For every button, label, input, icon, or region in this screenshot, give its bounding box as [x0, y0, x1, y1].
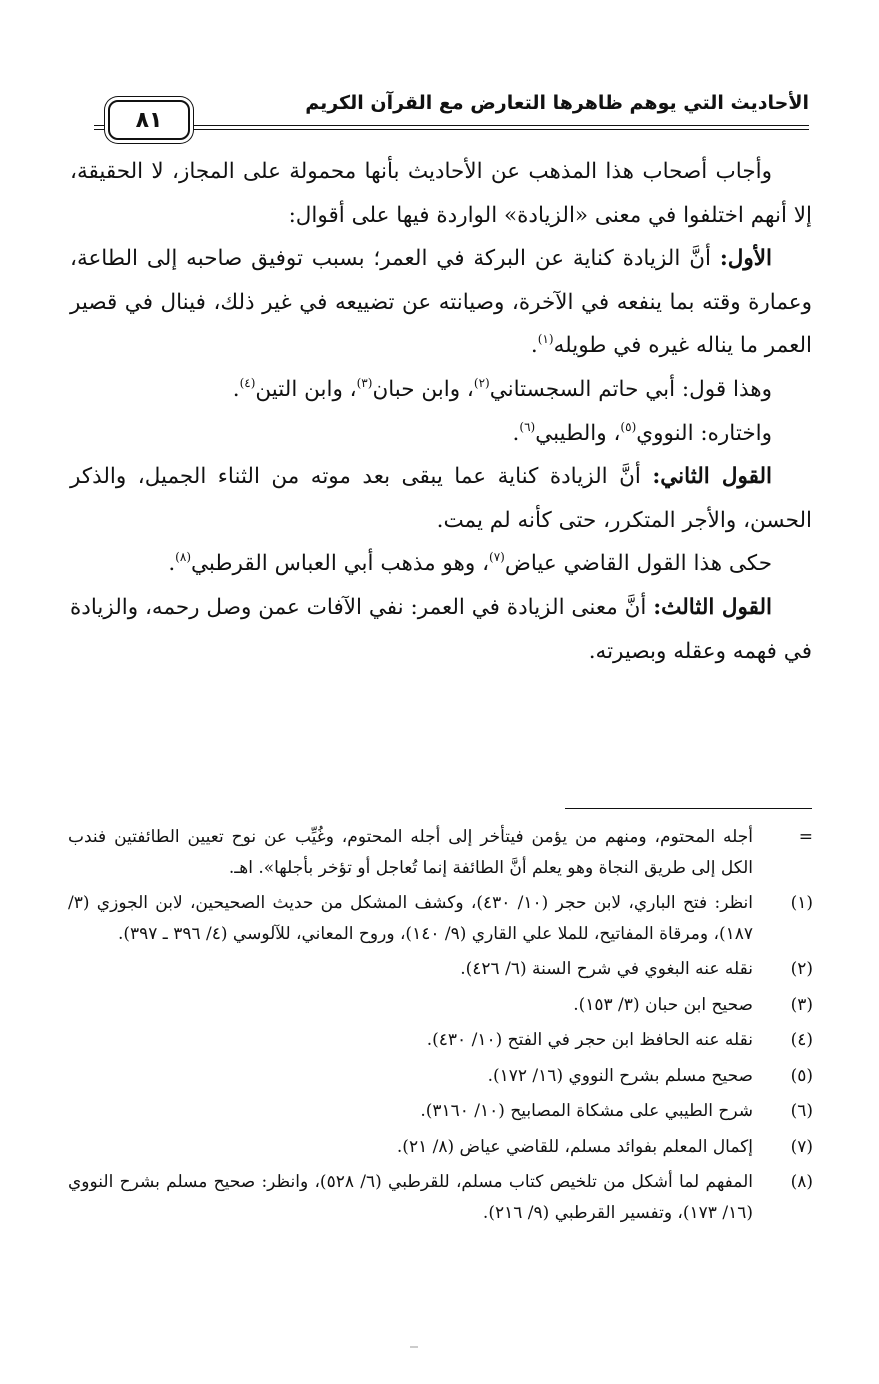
punctuation: . [232, 376, 240, 402]
footnote-text: نقله عنه البغوي في شرح السنة (٦/ ٤٢٦). [460, 959, 753, 979]
punctuation: . [512, 420, 520, 446]
paragraph-chosen-by [70, 412, 812, 456]
footnotes [68, 822, 813, 1233]
footnote-text: أجله المحتوم، ومنهم من يؤمن فيتأخر إلى أجله المحتوم، وغُيِّب عن نوح تعيين الطائفتين فندب الكل إلى طريق النجاة وهو يعلم أنَّ الطائفة إنما تُعاجل أو تؤخر بأجلها». اهـ. [68, 827, 753, 878]
paragraph-third-view [70, 586, 812, 673]
footnote-ref[interactable]: (٥) [620, 419, 637, 434]
view-label: القول الثالث: [653, 594, 772, 620]
footnote-ref[interactable]: (٨) [175, 550, 191, 565]
paragraph-text: ، وابن التين [255, 376, 357, 402]
footnote-separator [565, 808, 812, 809]
running-header [94, 90, 809, 138]
footnote-number: (٧) [790, 1136, 813, 1157]
view-label: القول الثاني: [652, 464, 772, 490]
header-title: الأحاديث التي يوهم ظاهرها التعارض مع القرآن الكريم [305, 92, 809, 114]
footnote-ref[interactable]: (٢) [473, 375, 490, 390]
scan-speck [410, 1346, 418, 1348]
punctuation: . [530, 333, 538, 359]
paragraph-text: حكى هذا القول القاضي عياض [504, 551, 772, 577]
paragraph-text: أنَّ الزيادة كناية عما يبقى بعد موته من الثناء الجميل، والذكر الحسن، والأجر المتكرر، حتى كأنه لم يمت. [70, 464, 812, 533]
footnote-item [68, 822, 813, 883]
paragraph-attribution [70, 368, 812, 412]
footnote-ref[interactable]: (١) [537, 332, 554, 347]
footnote-text: نقله عنه الحافظ ابن حجر في الفتح (١٠/ ٤٣٠). [426, 1030, 753, 1050]
footnote-number: (٨) [790, 1172, 813, 1192]
footnote-number: (٣) [790, 994, 813, 1015]
footnote-number: (٤) [790, 1030, 813, 1050]
footnote-ref[interactable]: (٣) [356, 375, 373, 390]
footnote-text: صحيح مسلم بشرح النووي (١٦/ ١٧٢). [487, 1065, 753, 1086]
paragraph-text: أنَّ معنى الزيادة في العمر: نفي الآفات عمن وصل رحمه، والزيادة في فهمه وعقله وبصيرته. [70, 594, 812, 664]
page-number: ٨١ [108, 100, 190, 140]
paragraph-narration [70, 542, 812, 586]
footnote-text: انظر: فتح الباري، لابن حجر (١٠/ ٤٣٠)، وكشف المشكل من حديث الصحيحين، لابن الجوزي (٣/ ١٨٧)، ومرقاة المفاتيح، للملا علي القاري (٩/ ١٤٠)، وروح المعاني، للآلوسي (٤/ ٣٩٦ ـ ٣٩٧). [68, 893, 753, 944]
footnote-item [68, 1061, 813, 1092]
paragraph-text: وأجاب أصحاب هذا المذهب عن الأحاديث بأنها محمولة على المجاز، لا الحقيقة، إلا أنهم اختلفوا في معنى «الزيادة» الواردة فيها على أقوال: [70, 159, 812, 228]
footnote-text: شرح الطيبي على مشكاة المصابيح (١٠/ ٣١٦٠). [420, 1101, 753, 1121]
footnote-item [68, 1132, 813, 1163]
paragraph-text: أنَّ الزيادة كناية عن البركة في العمر؛ بسبب توفيق صاحبه إلى الطاعة، وعمارة وقته بما ينفعه في الآخرة، وصيانته عن تضييعه في غير ذلك، فينال في قصير العمر ما يناله غيره في طويله [70, 246, 812, 359]
footnote-number: (٢) [790, 959, 813, 979]
footnote-item [68, 1025, 813, 1056]
paragraph-first-view [70, 237, 812, 368]
footnote-item [68, 888, 813, 949]
footnote-item [68, 1167, 813, 1228]
footnote-ref[interactable]: (٧) [489, 550, 505, 565]
footnote-ref[interactable]: (٤) [239, 375, 256, 390]
footnote-text: إكمال المعلم بفوائد مسلم، للقاضي عياض (٨/ ٢١). [396, 1136, 753, 1157]
paragraph-text: ، وهو مذهب أبي العباس القرطبي [191, 551, 490, 577]
footnote-text: المفهم لما أشكل من تلخيص كتاب مسلم، للقرطبي (٦/ ٥٢٨)، وانظر: صحيح مسلم بشرح النووي (١٦/ ١٧٣)، وتفسير القرطبي (٩/ ٢١٦). [68, 1172, 753, 1223]
footnote-text: صحيح ابن حبان (٣/ ١٥٣). [573, 994, 753, 1015]
footnote-number: (٦) [790, 1101, 813, 1121]
footnote-item [68, 954, 813, 985]
paragraph-text: واختاره: النووي [636, 420, 772, 446]
footnote-ref[interactable]: (٦) [519, 419, 536, 434]
footnote-number: = [798, 827, 813, 847]
paragraph-intro [70, 150, 812, 237]
paragraph-text: ، والطيبي [535, 420, 621, 446]
punctuation: . [168, 551, 176, 577]
footnote-item [68, 1096, 813, 1127]
footnote-item [68, 990, 813, 1021]
paragraph-second-view [70, 455, 812, 542]
view-label: الأول: [719, 246, 772, 272]
header-rule [94, 125, 809, 130]
paragraph-text: وهذا قول: أبي حاتم السجستاني [489, 376, 772, 402]
footnote-number: (١) [790, 893, 813, 913]
footnote-number: (٥) [790, 1065, 813, 1086]
main-text [70, 150, 812, 673]
paragraph-text: ، وابن حبان [372, 376, 474, 402]
